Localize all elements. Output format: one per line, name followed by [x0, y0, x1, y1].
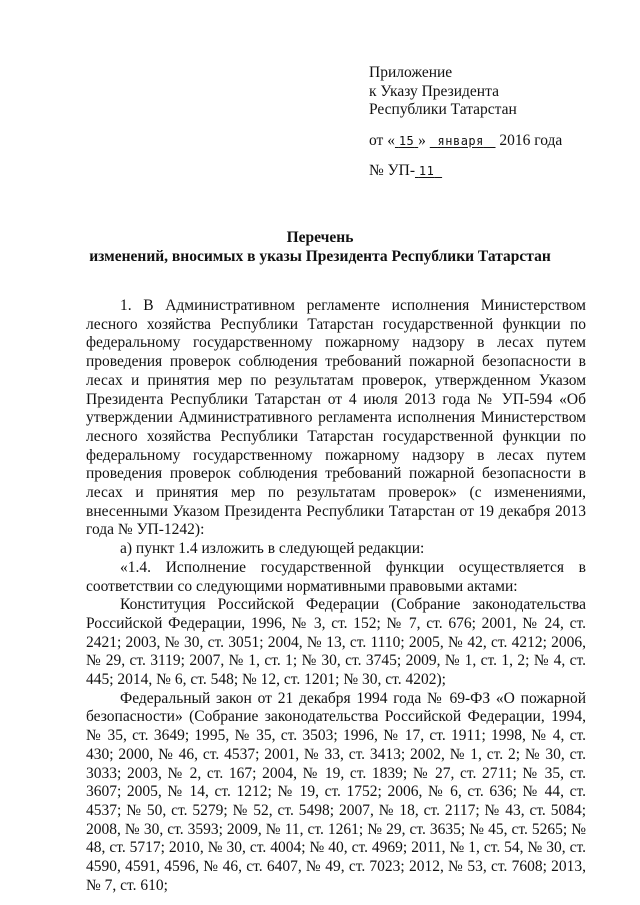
body-paragraph: Федеральный закон от 21 декабря 1994 года № 69-ФЗ «О пожарной безопасности» (Собрание законодательства Российской Федерации, 1994, № 35, ст. 3649; 1995, № 35, ст. 3503; 1996, № 17, ст. 1911; 1998, № 4, ст. 430; 2000, № 46, ст. 4537; 2001, № 33, ст. 3413; 2002, № 1, ст. 2; № 30, ст. 3033; 2003, № 2, ст. 167; 2004, № 19, ст. 1839; № 27, ст. 2711; № 35, ст. 3607; 2005, № 14, ст. 1212; № 19, ст. 1752; 2006, № 6, ст. 636; № 44, ст. 4537; № 50, ст. 5279; № 52, ст. 5498; 2007, № 18, ст. 2117; № 43, ст. 5084; 2008, № 30, ст. 3593; 2009, № 11, ст. 1261; № 29, ст. 3635; № 45, ст. 5265; № 48, ст. 5717; 2010, № 30, ст. 4004; № 40, ст. 4969; 2011, № 1, ст. 54, № 30, ст. 4590, 4591, 4596, № 46, ст. 6407, № 49, ст. 7023; 2012, № 53, ст. 7608; 2013, № 7, ст. 610; [86, 689, 586, 894]
approval-gap-2 [369, 150, 562, 162]
number-field [415, 162, 442, 179]
date-mid: » [418, 131, 426, 149]
date-day-field [395, 132, 418, 149]
approval-number-line [369, 162, 562, 181]
date-month-field [430, 132, 496, 149]
approval-line-republic: Республики Татарстан [369, 101, 517, 118]
approval-line-decree: к Указу Президента [369, 82, 499, 100]
approval-block [369, 64, 562, 181]
body-paragraph: «1.4. Исполнение государственной функции осуществляется в соответствии со следующими нормативными правовыми актами: [86, 558, 586, 595]
body-paragraph: 1. В Административном регламенте исполнения Министерством лесного хозяйства Республики Татарстан государственной функции по федеральному государственному пожарному надзору в лесах путем проведения проверок соблюдения требований пожарной безопасности в лесах и принятия мер по результатам проверок, утвержденном Указом Президента Республики Татарстан от 4 июля 2013 года № УП-594 «Об утверждении Административного регламента исполнения Министерством лесного хозяйства Республики Татарстан государственной функции по федеральному государственному пожарному надзору в лесах путем проведения проверок соблюдения требований пожарной безопасности в лесах и принятия мер по результатам проверок» (с изменениями, внесенными Указом Президента Республики Татарстан от 19 декабря 2013 года № УП-1242): [86, 297, 586, 539]
body-paragraph: Конституция Российской Федерации (Собрание законодательства Российской Федерации, 1996, № 3, ст. 152; № 7, ст. 676; 2001, № 24, ст. 2421; 2003, № 30, ст. 3051; 2004, № 13, ст. 1110; 2005, № 42, ст. 4212; 2006, № 29, ст. 3119; 2007, № 1, ст. 1; № 30, ст. 3745; 2009, № 1, ст. 1, 2; № 4, ст. 445; 2014, № 6, ст. 548; № 12, ст. 1201; № 30, ст. 4202); [86, 596, 586, 689]
title-line-list: Перечень [286, 229, 354, 246]
approval-date-line [369, 132, 562, 151]
body-paragraph: а) пункт 1.4 изложить в следующей редакции: [120, 540, 425, 558]
approval-line-appendix: Приложение [369, 64, 453, 81]
title-line-subject: изменений, вносимых в указы Президента Республики Татарстан [89, 248, 551, 265]
number-prefix: № УП- [369, 162, 415, 179]
document-title [0, 228, 640, 266]
date-year: 2016 года [499, 131, 563, 149]
document-body [86, 297, 586, 896]
approval-gap [369, 120, 562, 132]
date-prefix: от « [369, 131, 395, 149]
date-day: 15 [398, 133, 415, 148]
date-month: января [437, 133, 484, 148]
decree-number: 11 [418, 164, 435, 178]
